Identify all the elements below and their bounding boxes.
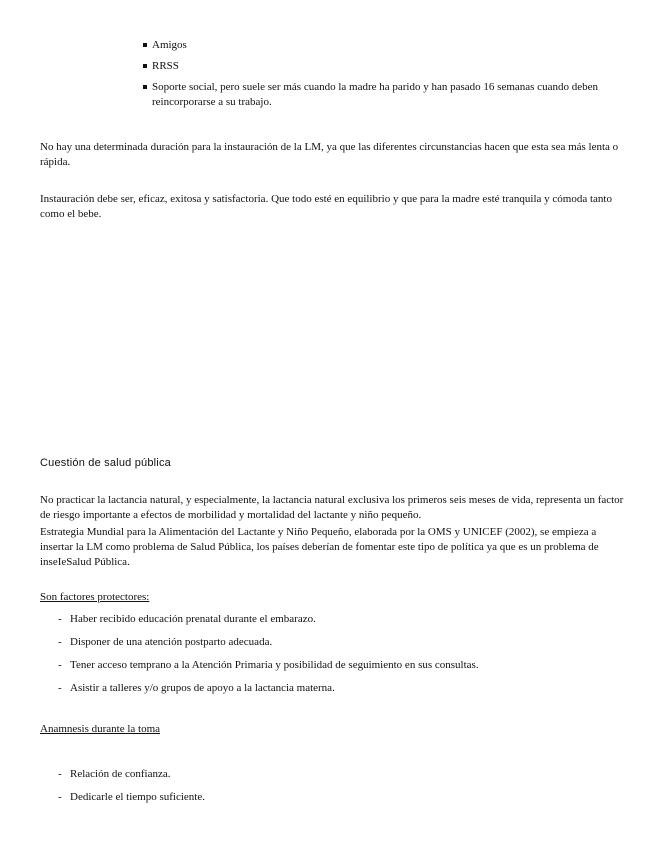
list-item xyxy=(140,59,630,74)
list-item-text: Dedicarle el tiempo suficiente. xyxy=(70,791,205,803)
list-item-text: Disponer de una atención postparto adecuada. xyxy=(70,636,273,648)
protective-factors-title: Son factores protectores: xyxy=(40,591,150,603)
bullet-list xyxy=(140,38,630,116)
anamnesis-list xyxy=(58,767,618,813)
list-item xyxy=(58,681,618,696)
list-item-text: Haber recibido educación prenatal durante el embarazo. xyxy=(70,613,316,625)
square-bullet-icon xyxy=(143,64,147,68)
dash-bullet-icon: - xyxy=(58,659,62,671)
list-item-text: Asistir a talleres y/o grupos de apoyo a la lactancia materna. xyxy=(70,682,335,694)
list-item-text: Relación de confianza. xyxy=(70,768,171,780)
dash-bullet-icon: - xyxy=(58,613,62,625)
paragraph-risk: No practicar la lactancia natural, y especialmente, la lactancia natural exclusiva los primeros seis meses de vida, representa un factor de riesgo importante a efectos de morbilidad y mortalidad del lactante y niño pequeño. xyxy=(40,494,624,521)
list-item xyxy=(58,790,618,805)
list-item xyxy=(140,80,630,110)
list-item-text: Amigos xyxy=(152,39,187,51)
section-heading: Cuestión de salud pública xyxy=(40,457,171,469)
square-bullet-icon xyxy=(143,43,147,47)
list-item-text: Tener acceso temprano a la Atención Primaria y posibilidad de seguimiento en sus consultas. xyxy=(70,659,479,671)
list-item xyxy=(140,38,630,53)
list-item xyxy=(58,658,618,673)
list-item xyxy=(58,635,618,650)
dash-bullet-icon: - xyxy=(58,682,62,694)
square-bullet-icon xyxy=(143,85,147,89)
list-item xyxy=(58,612,618,627)
list-item-text: RRSS xyxy=(152,60,179,72)
dash-bullet-icon: - xyxy=(58,768,62,780)
list-item-text: Soporte social, pero suele ser más cuando la madre ha parido y han pasado 16 semanas cuando deben reincorporarse a su trabajo. xyxy=(152,81,598,108)
dash-bullet-icon: - xyxy=(58,636,62,648)
list-item xyxy=(58,767,618,782)
paragraph-instauration: Instauración debe ser, eficaz, exitosa y satisfactoria. Que todo esté en equilibrio y que para la madre esté tranquila y cómoda tanto como el bebe. xyxy=(40,193,612,220)
paragraph-strategy: Estrategia Mundial para la Alimentación del Lactante y Niño Pequeño, elaborada por la OMS y UNICEF (2002), se empieza a insertar la LM como problema de Salud Pública, los países deberían de fomentar este tipo de política ya que es un problema de inseIeSalud Pública. xyxy=(40,526,599,568)
paragraph-duration: No hay una determinada duración para la instauración de la LM, ya que las diferentes circunstancias hacen que esta sea más lenta o rápida. xyxy=(40,141,619,168)
dash-bullet-icon: - xyxy=(58,791,62,803)
protective-factors-list xyxy=(58,612,618,704)
anamnesis-title: Anamnesis durante la toma xyxy=(40,723,161,735)
